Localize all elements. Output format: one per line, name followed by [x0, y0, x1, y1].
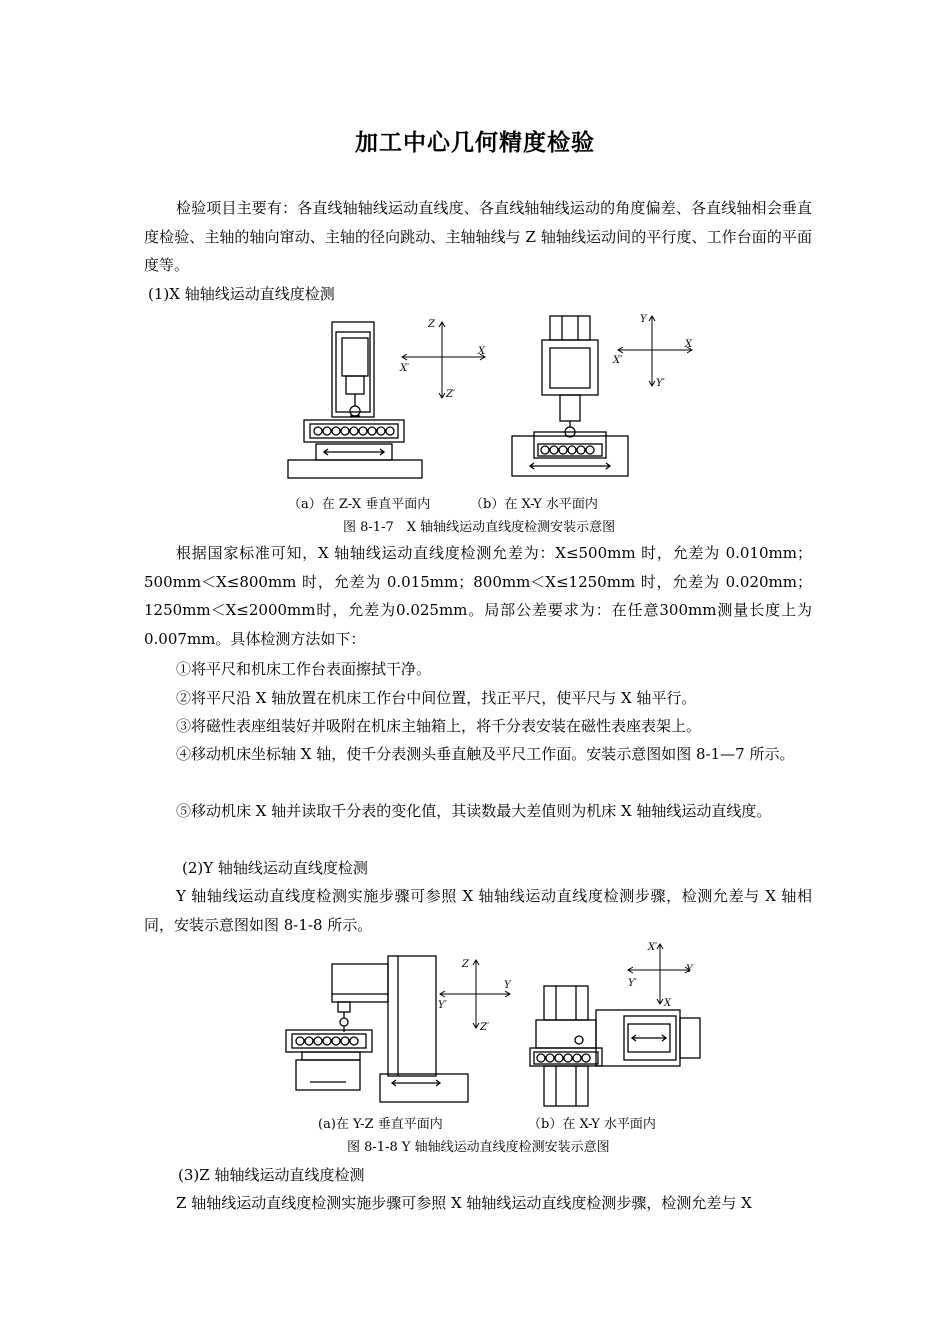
section-heading-y: (2)Y 轴轴线运动直线度检测: [182, 859, 368, 877]
axis-label-z-prime-2: Z′: [480, 1022, 490, 1033]
figure-1-caption: 图 8-1-7 X 轴轴线运动直线度检测安装示意图: [343, 520, 616, 535]
figure-8-1-7-diagram: [280, 310, 720, 485]
figure-1-subcaption-a: （a）在 Z-X 垂直平面内: [288, 497, 431, 512]
axis-label-z: Z: [428, 319, 435, 330]
axis-label-y: Y: [640, 314, 647, 325]
axis-label-y-prime: Y′: [656, 378, 665, 389]
axis-label-y-2: Y: [504, 980, 511, 991]
axis-label-x-prime-3: X′: [648, 942, 658, 953]
step-2: ②将平尺沿 X 轴放置在机床工作台中间位置，找正平尺，使平尺与 X 轴平行。: [176, 689, 697, 707]
page-title: 加工中心几何精度检验: [355, 129, 595, 156]
step-4: ④移动机床坐标轴 X 轴，使千分表测头垂直触及平尺工作面。安装示意图如图 8-1—7 所示。: [176, 745, 795, 763]
machine-yz-view: [286, 956, 468, 1102]
tolerance-paragraph: 根据国家标准可知，X 轴轴线运动直线度检测允差为：X≤500mm 时，允差为 0.010mm；500mm＜X≤800mm 时，允差为 0.015mm；800mm＜X≤1250mm 时，允差为 0.020mm；1250mm＜X≤2000mm时，允差为0.025mm。局部公差要求为：在任意300mm测量长度上为0.007mm。具体检测方法如下：: [144, 544, 812, 648]
axes-yz: [440, 960, 510, 1028]
step-1: ①将平尺和机床工作台表面擦拭干净。: [176, 660, 432, 678]
figure-1-subcaption-b: （b）在 X-Y 水平面内: [470, 497, 598, 512]
step-3: ③将磁性表座组装好并吸附在机床主轴箱上，将千分表安装在磁性表座表架上。: [176, 717, 702, 735]
figure-2-caption: 图 8-1-8 Y 轴轴线运动直线度检测安装示意图: [347, 1140, 610, 1155]
figure-8-1-8-diagram: [280, 938, 720, 1110]
intro-paragraph: 检验项目主要有：各直线轴轴线运动直线度、各直线轴轴线运动的角度偏差、各直线轴相会垂直度检验、主轴的轴向窜动、主轴的径向跳动、主轴轴线与 Z 轴轴线运动间的平行度、工作台面的平面度等。: [144, 199, 812, 274]
axis-label-y-prime-2: Y′: [438, 1000, 447, 1011]
axis-label-z-prime: Z′: [446, 389, 456, 400]
step-5: ⑤移动机床 X 轴并读取千分表的变化值，其读数最大差值则为机床 X 轴轴线运动直线度。: [176, 802, 772, 820]
axes-xy: [618, 316, 692, 386]
axis-label-x-b: X: [685, 339, 693, 350]
axis-label-y-prime-3: Y′: [628, 978, 637, 989]
axis-label-y-3: Y: [686, 964, 693, 975]
axis-label-x-3: X: [664, 998, 672, 1009]
z-axis-paragraph: Z 轴轴线运动直线度检测实施步骤可参照 X 轴轴线运动直线度检测步骤，检测允差与 X: [176, 1194, 752, 1212]
section-heading-z: (3)Z 轴轴线运动直线度检测: [178, 1166, 365, 1184]
axis-label-z-2: Z: [462, 959, 469, 970]
y-axis-paragraph: Y 轴轴线运动直线度检测实施步骤可参照 X 轴轴线运动直线度检测步骤，检测允差与 X 轴相同，安装示意图如图 8-1-8 所示。: [144, 887, 812, 934]
axis-label-x-prime: X′: [400, 363, 410, 374]
axes-zx: [402, 322, 485, 398]
figure-2-subcaption-a: (a)在 Y-Z 垂直平面内: [318, 1117, 443, 1132]
section-heading-x: (1)X 轴轴线运动直线度检测: [148, 285, 335, 303]
machine-xy-view: [512, 316, 628, 476]
figure-2-subcaption-b: （b）在 X-Y 水平面内: [528, 1117, 656, 1132]
axis-label-x: X: [478, 346, 486, 357]
machine-zx-view: [288, 322, 422, 478]
machine-xy-view-2: [530, 986, 700, 1106]
axis-label-x-prime-b: X′: [613, 355, 623, 366]
axes-xy-2: [628, 944, 690, 1004]
